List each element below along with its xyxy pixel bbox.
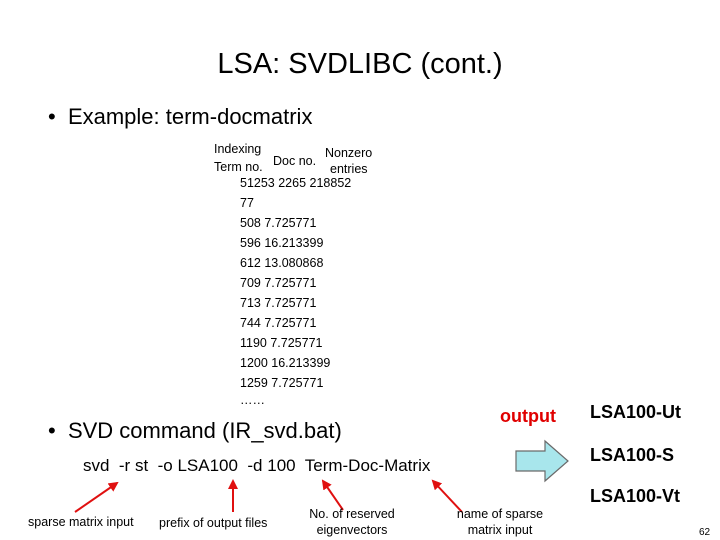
output-file-s: LSA100-S: [590, 445, 675, 465]
page-number: 62: [699, 527, 711, 538]
note-matrix-name: [446, 506, 554, 538]
header-entries: entries: [330, 162, 368, 176]
matrix-line: 713 7.725771: [240, 296, 317, 310]
bullet-dot: •: [48, 104, 56, 129]
note-name-line1: name of sparse: [456, 507, 544, 521]
header-nonzero: Nonzero: [325, 146, 373, 160]
note-prefix: prefix of output files: [159, 516, 268, 530]
output-file-vt: LSA100-Vt: [590, 486, 681, 506]
slide-title: LSA: SVDLIBC (cont.): [217, 48, 503, 80]
block-arrow-icon: [516, 441, 568, 481]
arrow-sparse-input: [75, 483, 117, 512]
matrix-line: 1190 7.725771: [240, 336, 323, 350]
matrix-line-ellipsis: ……: [240, 393, 265, 407]
header-term-no: Term no.: [214, 160, 263, 174]
note-eigenvectors: [296, 506, 408, 538]
bullet-dot: •: [48, 418, 56, 443]
matrix-line: 77: [240, 196, 254, 210]
bullet-svd-text: SVD command (IR_svd.bat): [67, 418, 342, 443]
matrix-line: 51253 2265 218852: [240, 176, 352, 190]
bullet-example-text: Example: term-docmatrix: [67, 104, 313, 129]
header-doc-no: Doc no.: [273, 154, 317, 168]
matrix-line: 709 7.725771: [240, 276, 317, 290]
matrix-line: 744 7.725771: [240, 316, 317, 330]
matrix-line: 596 16.213399: [240, 236, 324, 250]
note-eigen-line1: No. of reserved: [309, 507, 395, 521]
note-name-line2: matrix input: [467, 523, 533, 537]
output-label: output: [500, 406, 556, 426]
header-indexing: Indexing: [214, 142, 262, 156]
matrix-line: 1259 7.725771: [240, 376, 324, 390]
matrix-line: 508 7.725771: [240, 216, 317, 230]
svd-command: svd -r st -o LSA100 -d 100 Term-Doc-Matrix: [83, 456, 431, 475]
note-eigen-line2: eigenvectors: [316, 523, 388, 537]
matrix-line: 1200 16.213399: [240, 356, 331, 370]
output-file-ut: LSA100-Ut: [590, 402, 682, 422]
matrix-line: 612 13.080868: [240, 256, 324, 270]
note-sparse-input: sparse matrix input: [28, 515, 134, 529]
